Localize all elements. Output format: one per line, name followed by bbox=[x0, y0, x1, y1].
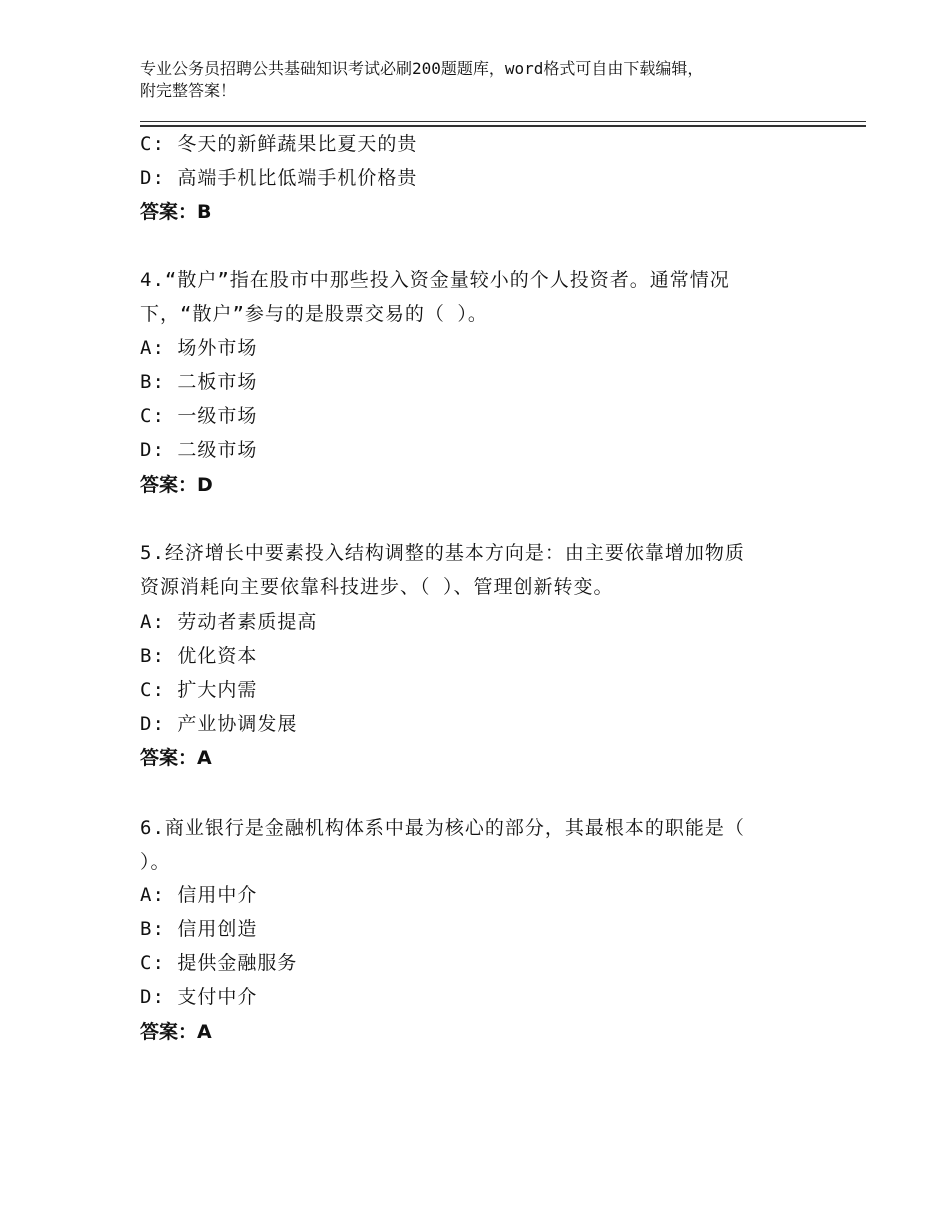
q5-stem-line-2: 资源消耗向主要依靠科技进步、（ ）、管理创新转变。 bbox=[140, 576, 614, 598]
q6-stem-line-2: ）。 bbox=[140, 851, 171, 873]
document-header bbox=[140, 58, 830, 102]
header-divider-thin bbox=[140, 121, 866, 122]
q4-stem-line-2: 下，“散户”参与的是股票交易的（ ）。 bbox=[140, 303, 488, 325]
q6-option-a: A: 信用中介 bbox=[140, 884, 258, 906]
q4-option-c: C: 一级市场 bbox=[140, 405, 258, 427]
q4-option-b: B: 二板市场 bbox=[140, 371, 258, 393]
q4-option-d: D: 二级市场 bbox=[140, 439, 258, 461]
q6-stem-line-1: 6.商业银行是金融机构体系中最为核心的部分，其最根本的职能是（ bbox=[140, 817, 745, 839]
q6-option-d: D: 支付中介 bbox=[140, 986, 258, 1008]
q5-answer: 答案：A bbox=[140, 747, 212, 769]
prev-answer: 答案：B bbox=[140, 201, 212, 223]
q6-answer: 答案：A bbox=[140, 1021, 212, 1043]
q4-option-a: A: 场外市场 bbox=[140, 337, 258, 359]
q5-option-a: A: 劳动者素质提高 bbox=[140, 611, 318, 633]
header-line-1: 专业公务员招聘公共基础知识考试必刷200题题库，word格式可自由下载编辑， bbox=[140, 59, 704, 78]
prev-option-c: C: 冬天的新鲜蔬果比夏天的贵 bbox=[140, 133, 418, 155]
q5-option-c: C: 扩大内需 bbox=[140, 679, 258, 701]
q4-stem-line-1: 4.“散户”指在股市中那些投入资金量较小的个人投资者。通常情况 bbox=[140, 269, 730, 291]
header-divider-thick bbox=[140, 125, 866, 127]
prev-option-d: D: 高端手机比低端手机价格贵 bbox=[140, 167, 418, 189]
q5-option-d: D: 产业协调发展 bbox=[140, 713, 298, 735]
q4-answer: 答案：D bbox=[140, 474, 213, 496]
header-line-2: 附完整答案！ bbox=[140, 81, 237, 100]
q6-option-b: B: 信用创造 bbox=[140, 918, 258, 940]
q5-option-b: B: 优化资本 bbox=[140, 645, 258, 667]
q5-stem-line-1: 5.经济增长中要素投入结构调整的基本方向是：由主要依靠增加物质 bbox=[140, 542, 745, 564]
q6-option-c: C: 提供金融服务 bbox=[140, 952, 298, 974]
